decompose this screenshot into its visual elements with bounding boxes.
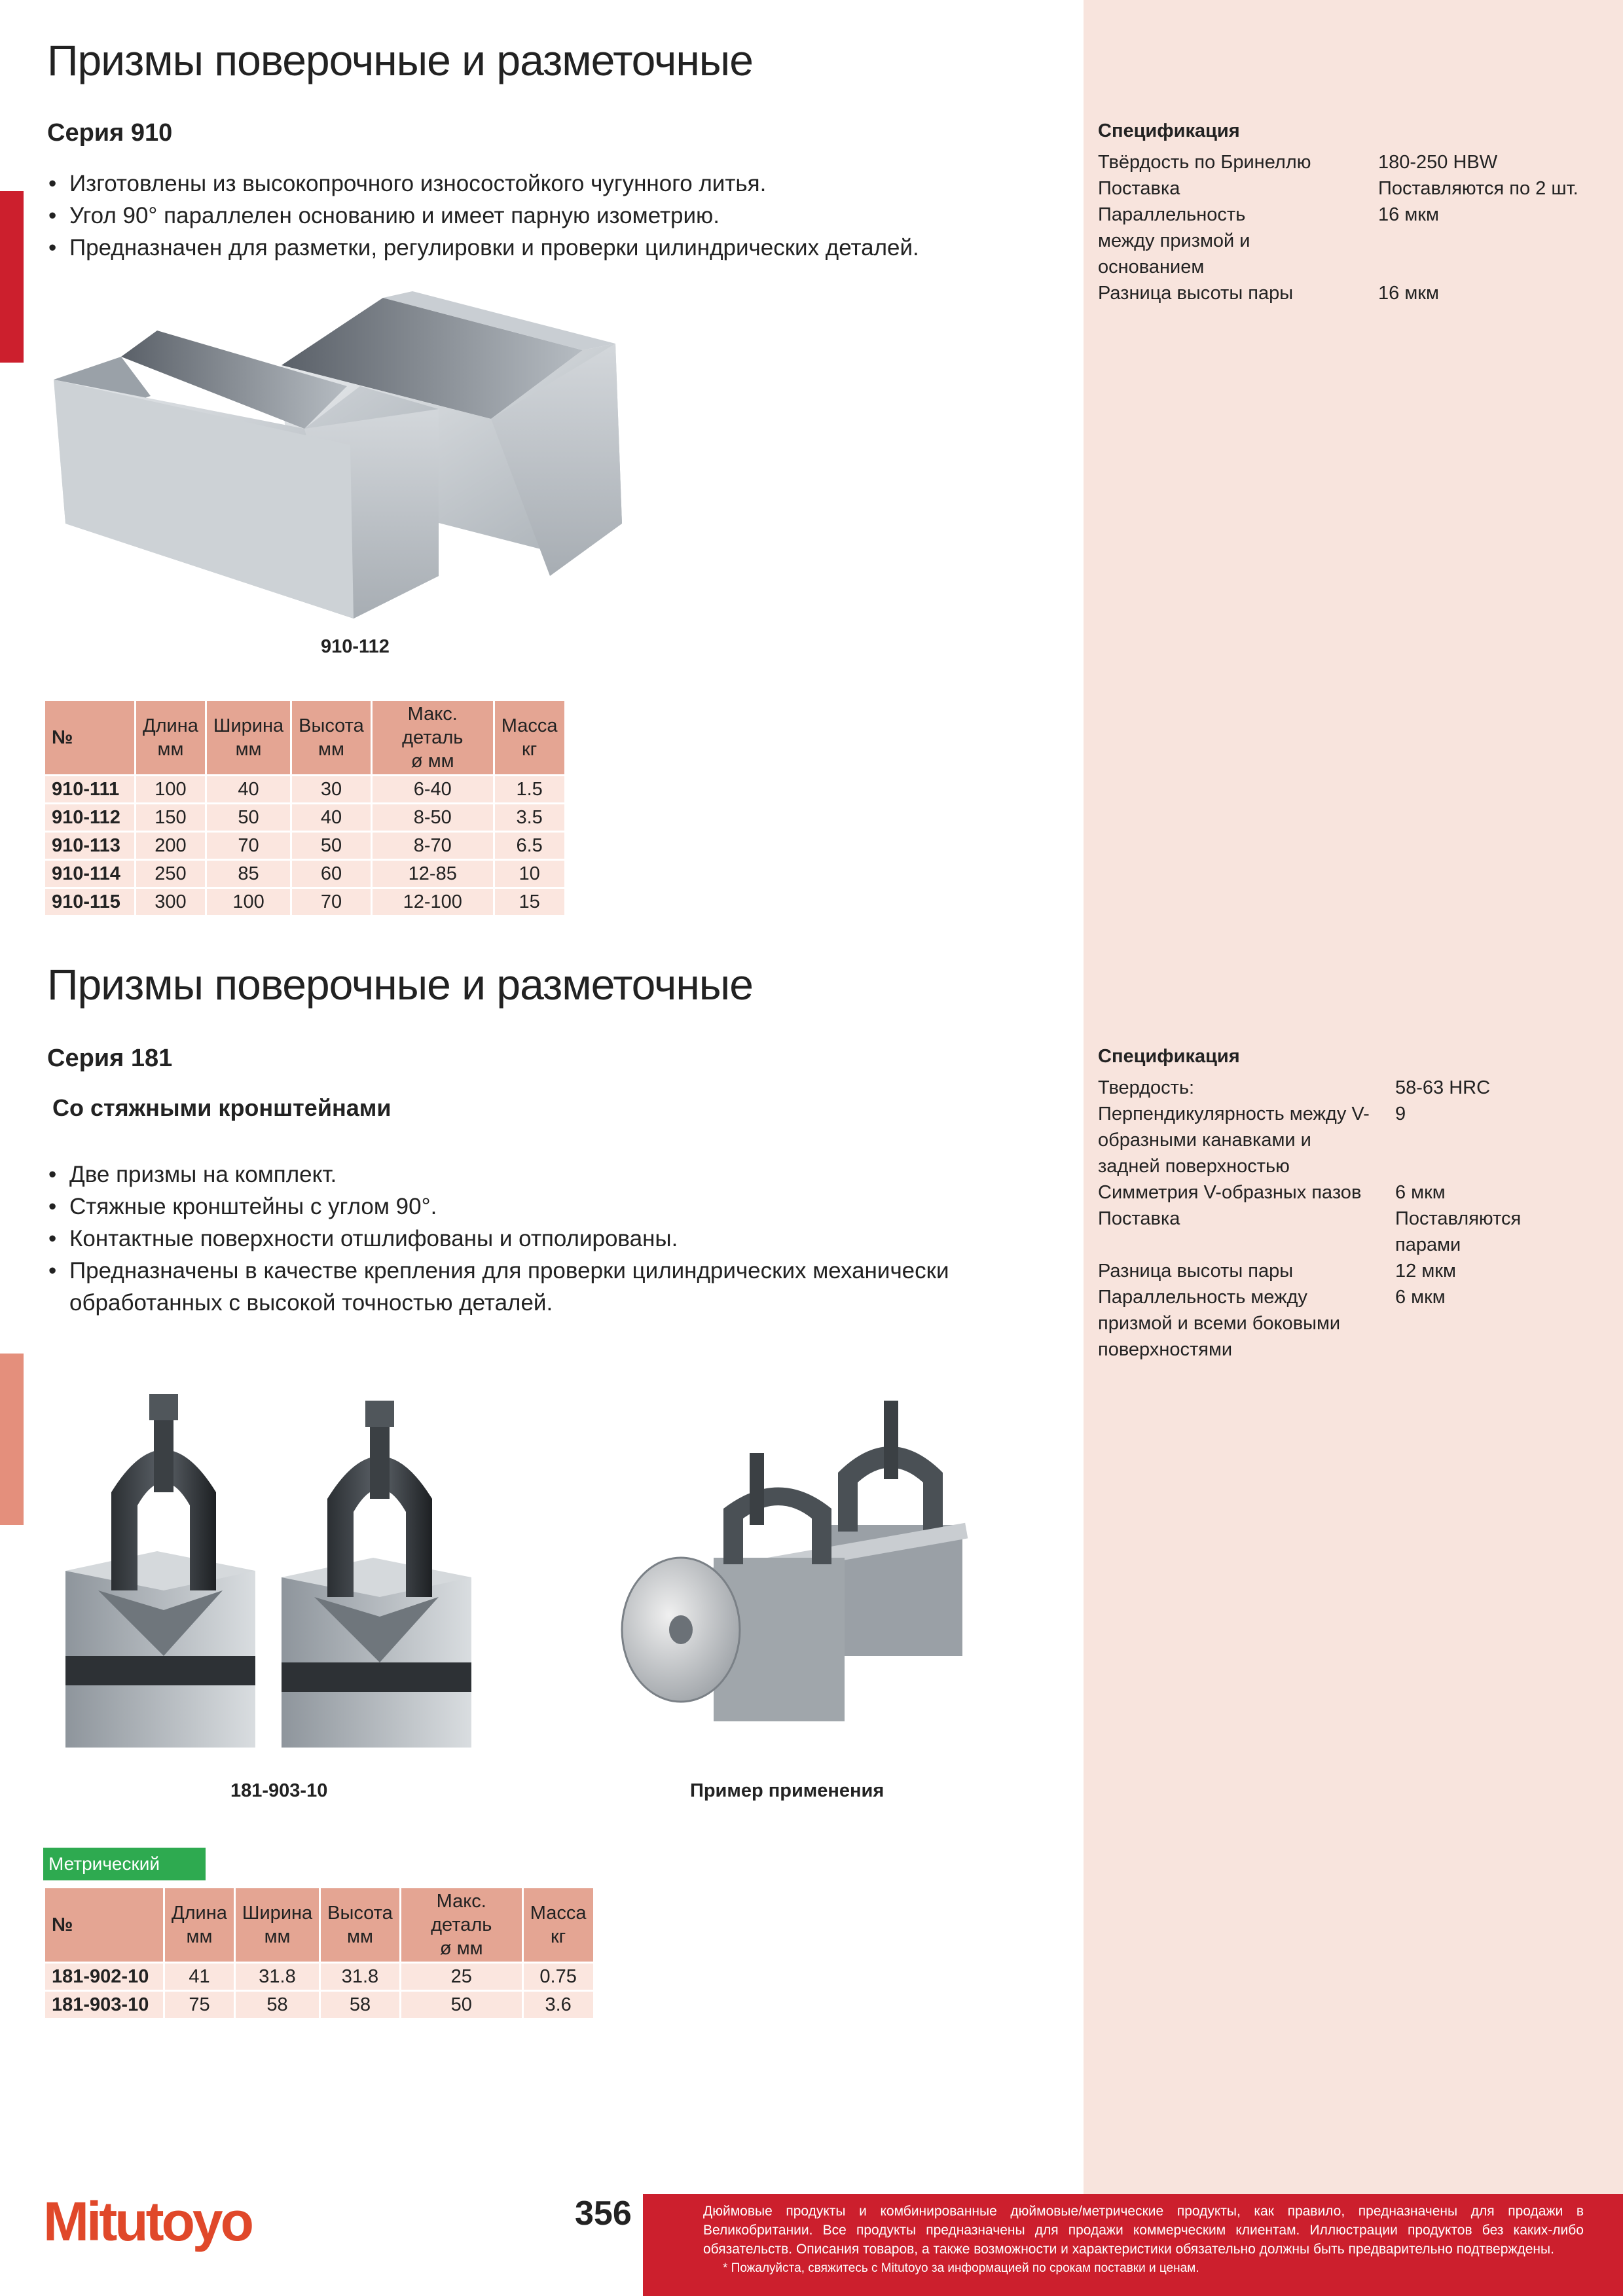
spec-row [1098,175,1578,202]
table-cell: 910-114 [45,861,134,887]
table-cell: 0.75 [524,1964,593,1990]
table-header-cell: Ширина мм [207,701,290,774]
bullet-item: • Контактные поверхности отшлифованы и отполированы. [47,1223,1068,1255]
spec-row [1098,149,1578,175]
spec-key: Твёрдость по Бринеллю [1098,152,1311,173]
table-cell: 31.8 [321,1964,399,1990]
spec-row [1098,1206,1520,1258]
table-cell: 150 [136,804,205,831]
v-block-clamp-image [59,1394,504,1767]
table-cell: 1.5 [495,776,564,802]
spec-value: Поставляются по 2 шт. [1378,178,1578,199]
spec-key: Перпендикулярность между V-образными канавками и задней поверхностью [1098,1103,1370,1177]
table-row [45,861,564,887]
table-cell: 30 [292,776,371,802]
table-cell: 70 [292,889,371,915]
table-cell: 50 [292,833,371,859]
spec-key: Симметрия V-образных пазов [1098,1182,1362,1203]
table-header-row [45,701,564,774]
spec-value: 6 мкм [1395,1287,1446,1308]
table-cell: 6-40 [373,776,493,802]
section-tab-marker [0,191,24,363]
table-cell: 910-113 [45,833,134,859]
section1-spec [1098,118,1578,306]
spec-value: 12 мкм [1395,1261,1456,1282]
table-cell: 910-111 [45,776,134,802]
section2-spec [1098,1043,1520,1363]
spec-value: 180-250 HBW [1378,152,1498,173]
table-cell: 85 [207,861,290,887]
table-cell: 60 [292,861,371,887]
spec-key: Поставка [1098,178,1180,199]
bullet-item: • Предназначены в качестве крепления для проверки цилиндрических механически обработанных с высокой точностью деталей. [47,1255,1068,1319]
spec-value: 16 мкм [1378,283,1439,304]
spec-value: 16 мкм [1378,204,1439,225]
spec-row [1098,280,1578,306]
table-cell: 3.5 [495,804,564,831]
bullet-item: • Стяжные кронштейны с углом 90°. [47,1191,1068,1223]
spec-row [1098,1179,1520,1206]
spec-row [1098,1101,1520,1179]
table-cell: 58 [321,1992,399,2018]
spec-title: Спецификация [1098,120,1240,141]
table-header-cell: № [45,1888,163,1962]
table-cell: 910-115 [45,889,134,915]
section1-series: Серия 910 [47,119,173,147]
section2-subtitle: Со стяжными кронштейнами [52,1094,392,1121]
spec-key: Параллельность между призмой и основанием [1098,204,1250,278]
table-cell: 181-903-10 [45,1992,163,2018]
spec-value: 58-63 HRC [1395,1077,1491,1098]
table-header-cell: Высота мм [292,701,371,774]
brand-logo: Mitutoyo [43,2191,251,2252]
table-row [45,889,564,915]
spec-row [1098,202,1578,280]
application-example-image [609,1394,1021,1748]
spec-key: Твердость: [1098,1077,1195,1098]
table-cell: 10 [495,861,564,887]
table-cell: 100 [207,889,290,915]
table-header-cell: Масса кг [495,701,564,774]
footer-note: * Пожалуйста, свяжитесь с Mitutoyo за информацией по срокам поставки и ценам. [723,2261,1199,2275]
image-caption: Пример применения [690,1780,884,1801]
section2-bullets [47,1158,1068,1319]
table-cell: 50 [207,804,290,831]
spec-title: Спецификация [1098,1046,1240,1067]
table-cell: 250 [136,861,205,887]
table-row [45,1992,593,2018]
v-block-product-image [46,288,674,628]
table-header-cell: Длина мм [165,1888,234,1962]
table-row [45,776,564,802]
table-header-cell: Масса кг [524,1888,593,1962]
section2-data-table [43,1886,595,2020]
bullet-item: • Изготовлены из высокопрочного износостойкого чугунного литья. [47,168,919,200]
table-cell: 910-112 [45,804,134,831]
table-cell: 12-85 [373,861,493,887]
spec-key: Поставка [1098,1208,1180,1229]
table-cell: 31.8 [236,1964,319,1990]
table-header-cell: Макс. деталь ø мм [373,701,493,774]
table-row [45,1964,593,1990]
table-cell: 15 [495,889,564,915]
metric-badge: Метрический [43,1848,206,1880]
table-header-cell: Высота мм [321,1888,399,1962]
section1-bullets [47,168,919,264]
table-cell: 6.5 [495,833,564,859]
table-cell: 70 [207,833,290,859]
table-header-cell: № [45,701,134,774]
table-cell: 75 [165,1992,234,2018]
spec-value: 6 мкм [1395,1182,1446,1203]
table-cell: 3.6 [524,1992,593,2018]
table-cell: 58 [236,1992,319,2018]
bullet-item: • Угол 90° параллелен основанию и имеет парную изометрию. [47,200,919,232]
spec-value: Поставляются парами [1395,1208,1522,1255]
spec-row [1098,1258,1520,1284]
section2-series: Серия 181 [47,1045,173,1072]
table-header-cell: Ширина мм [236,1888,319,1962]
table-cell: 40 [292,804,371,831]
section1-title: Призмы поверочные и разметочные [47,36,753,84]
spec-key: Разница высоты пары [1098,283,1294,304]
bullet-item: • Предназначен для разметки, регулировки и проверки цилиндрических деталей. [47,232,919,264]
table-cell: 200 [136,833,205,859]
image-caption: 910-112 [321,636,390,657]
footer-disclaimer-box [643,2194,1623,2296]
table-cell: 40 [207,776,290,802]
table-cell: 181-902-10 [45,1964,163,1990]
spec-key: Разница высоты пары [1098,1261,1294,1282]
spec-row [1098,1284,1520,1363]
table-cell: 12-100 [373,889,493,915]
image-caption: 181-903-10 [230,1780,328,1801]
table-cell: 300 [136,889,205,915]
disclaimer-text: Дюймовые продукты и комбинированные дюймовые/метрические продукты, как правило, предназначены для продажи в Великобритании. Все продукты предназначены для продажи коммерческим клиентам. Иллюстрации продуктов без каких-либо обязательств. Описания товаров, а также возможности и характеристики обязательно должны быть предварительно подтверждены. [703,2204,1584,2257]
bullet-item: • Две призмы на комплект. [47,1158,1068,1191]
table-cell: 8-70 [373,833,493,859]
section2-title: Призмы поверочные и разметочные [47,960,753,1009]
table-cell: 41 [165,1964,234,1990]
table-header-cell: Макс. деталь ø мм [401,1888,522,1962]
table-cell: 8-50 [373,804,493,831]
table-cell: 100 [136,776,205,802]
section-tab-marker [0,1354,24,1525]
table-header-row [45,1888,593,1962]
table-cell: 25 [401,1964,522,1990]
page-number: 356 [575,2195,632,2233]
spec-key: Параллельность между призмой и всеми боковыми поверхностями [1098,1287,1341,1360]
table-header-cell: Длина мм [136,701,205,774]
table-cell: 50 [401,1992,522,2018]
table-row [45,804,564,831]
table-row [45,833,564,859]
section1-data-table [43,699,566,917]
spec-row [1098,1075,1520,1101]
spec-value: 9 [1395,1103,1406,1124]
